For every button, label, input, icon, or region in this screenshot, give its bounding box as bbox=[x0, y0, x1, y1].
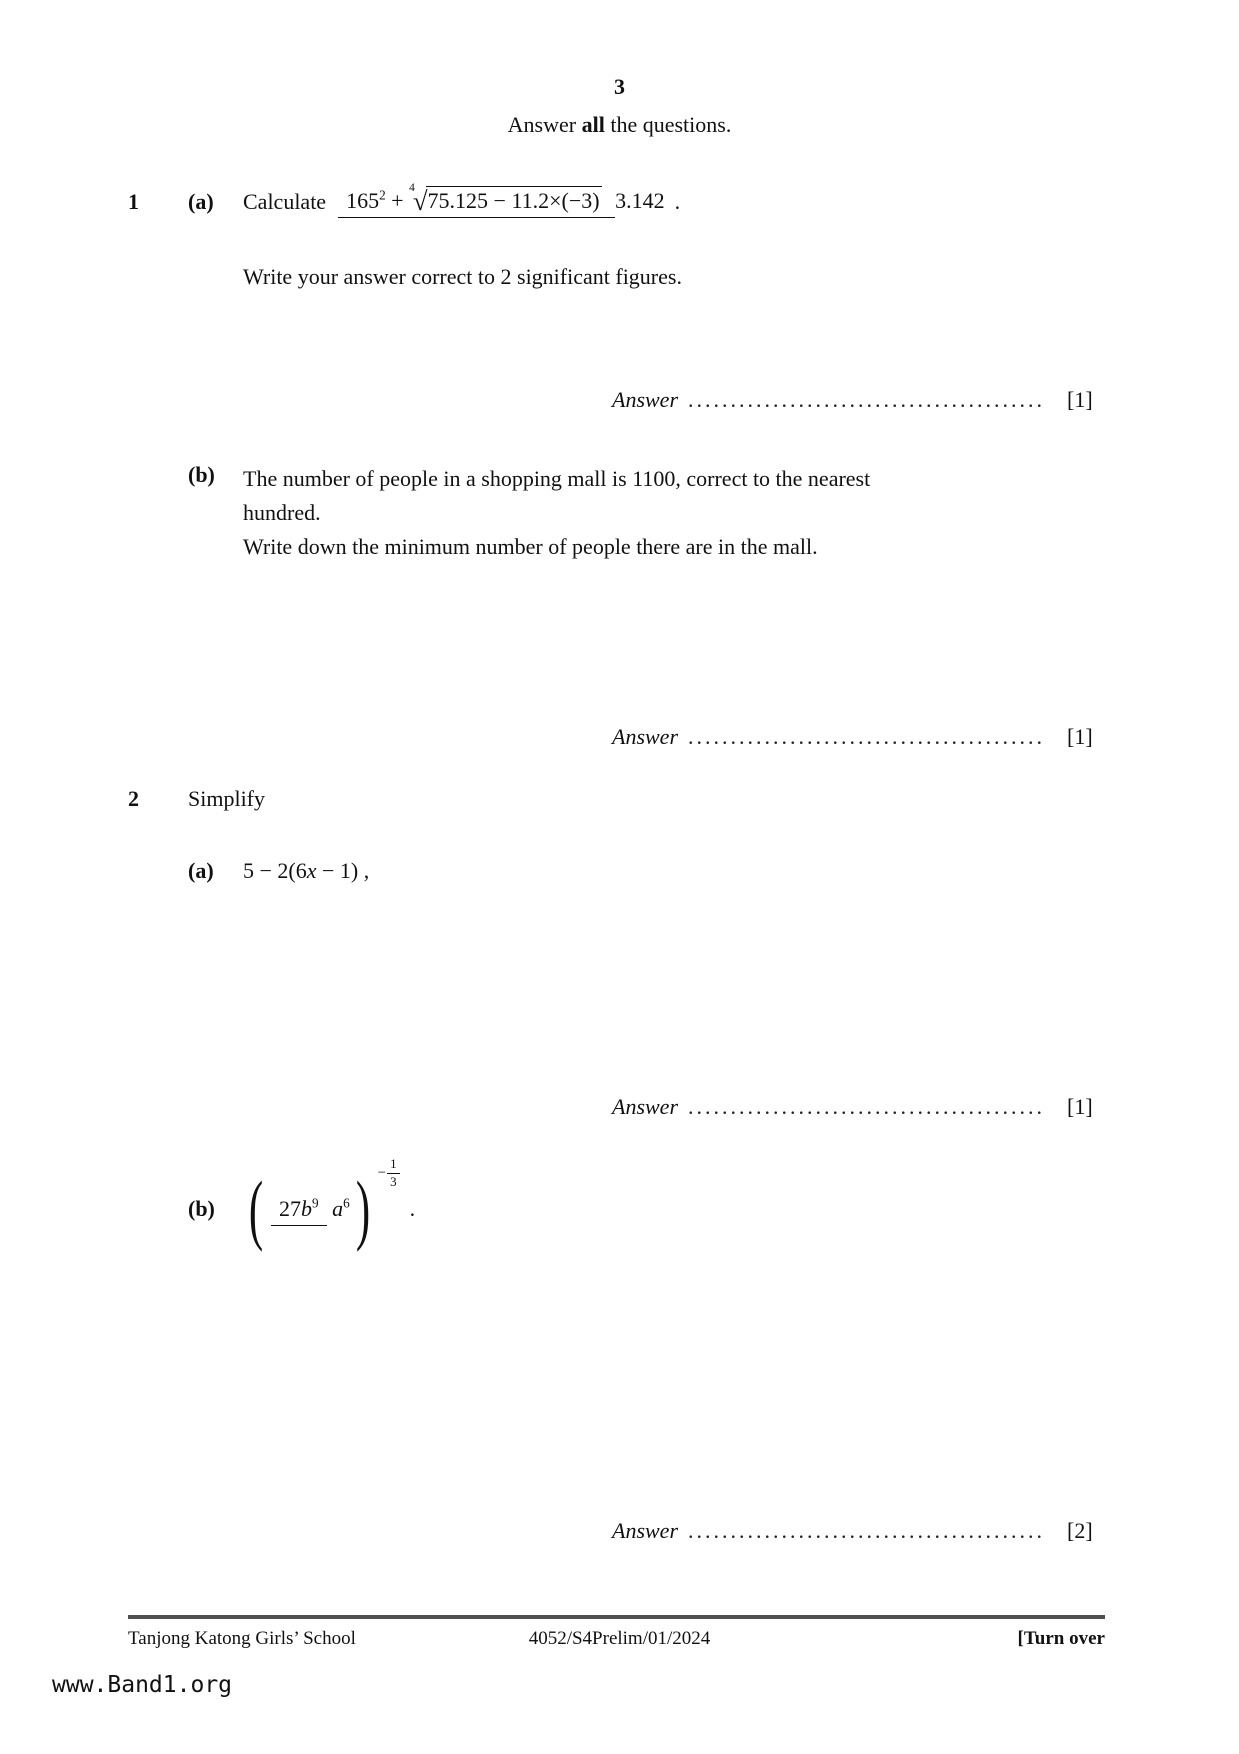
outer-exponent bbox=[378, 1157, 400, 1190]
exponent-9: 9 bbox=[311, 1195, 319, 1211]
fraction-denominator: 3.142 bbox=[615, 188, 665, 213]
question-2-number: 2 bbox=[128, 786, 139, 811]
answer-dotted-line: .......................................... bbox=[688, 387, 1045, 412]
instruction-prefix: Answer bbox=[507, 112, 582, 137]
question-1a-row bbox=[128, 182, 681, 217]
exp-numerator: 1 bbox=[387, 1157, 400, 1174]
answer-line-2a bbox=[612, 1094, 1093, 1120]
calculate-text: Calculate bbox=[243, 188, 327, 214]
part-a-label: (a) bbox=[188, 188, 214, 214]
q1b-line3: Write down the minimum number of people there are in the mall. bbox=[243, 534, 818, 559]
instruction-suffix: the questions. bbox=[604, 112, 732, 137]
radical bbox=[409, 182, 602, 216]
q2a-expression bbox=[243, 858, 369, 884]
question-2b-row bbox=[188, 1150, 415, 1268]
exponent-2: 2 bbox=[379, 187, 386, 203]
q1b-text bbox=[243, 462, 973, 564]
answer-line-1b bbox=[612, 724, 1093, 750]
part-a-label: (a) bbox=[188, 858, 214, 883]
answer-dotted-line: .......................................... bbox=[688, 724, 1045, 749]
variable-b: b bbox=[300, 1196, 312, 1221]
fraction-numerator bbox=[338, 182, 615, 218]
expr-post: − 1) , bbox=[316, 858, 370, 883]
mark-badge: [1] bbox=[1067, 724, 1093, 749]
question-1-number: 1 bbox=[128, 188, 139, 214]
watermark-url: www.Band1.org bbox=[52, 1672, 233, 1698]
mark-badge: [2] bbox=[1067, 1518, 1093, 1543]
q1b-line1: The number of people in a shopping mall is 1100, correct to the nearest bbox=[243, 466, 871, 491]
answer-dotted-line: .......................................... bbox=[688, 1518, 1045, 1543]
plus-sign: + bbox=[391, 188, 404, 213]
q1a-note: Write your answer correct to 2 significant figures. bbox=[243, 264, 682, 289]
exp-fraction bbox=[387, 1157, 400, 1190]
q1b-line2: hundred. bbox=[243, 500, 321, 525]
footer-rule bbox=[128, 1615, 1105, 1619]
exponent-6: 6 bbox=[343, 1195, 350, 1211]
exp-minus: − bbox=[377, 1164, 387, 1181]
q2b-fraction bbox=[271, 1196, 350, 1222]
footer-turn-over: [Turn over bbox=[1017, 1628, 1105, 1649]
open-paren: ( bbox=[248, 1164, 264, 1252]
footer-paper-code: 4052/S4Prelim/01/2024 bbox=[528, 1628, 711, 1649]
mark-badge: [1] bbox=[1067, 1094, 1093, 1119]
root-sign-icon: √ bbox=[412, 186, 428, 216]
radicand: 75.125 − 11.2×(−3) bbox=[427, 188, 600, 213]
answer-label: Answer bbox=[612, 1094, 678, 1119]
mark-badge: [1] bbox=[1067, 387, 1093, 412]
part-b-label: (b) bbox=[188, 462, 215, 487]
expr-pre: 5 − 2(6 bbox=[243, 858, 307, 883]
instruction-bold: all bbox=[581, 112, 605, 137]
question-2a-row bbox=[188, 858, 369, 884]
footer-school: Tanjong Katong Girls’ School bbox=[128, 1628, 356, 1649]
root-index: 4 bbox=[409, 182, 415, 195]
q2b-denominator bbox=[332, 1192, 350, 1221]
page-number: 3 bbox=[614, 74, 625, 99]
period: . bbox=[409, 1196, 416, 1221]
coeff-27: 27 bbox=[278, 1196, 301, 1221]
period: . bbox=[674, 188, 681, 214]
main-fraction bbox=[338, 182, 665, 217]
exp-denominator: 3 bbox=[390, 1173, 397, 1189]
part-b-label: (b) bbox=[188, 1196, 215, 1221]
simplify-text: Simplify bbox=[188, 786, 266, 811]
variable-a: a bbox=[332, 1196, 344, 1221]
answer-label: Answer bbox=[612, 1518, 678, 1543]
answer-label: Answer bbox=[612, 724, 678, 749]
close-paren: ) bbox=[355, 1164, 370, 1252]
q2b-numerator bbox=[271, 1196, 327, 1226]
base-165: 165 bbox=[346, 188, 380, 213]
question-2-row bbox=[128, 786, 265, 812]
instruction-line bbox=[0, 112, 1239, 138]
variable-x: x bbox=[306, 858, 317, 883]
answer-line-2b bbox=[612, 1518, 1093, 1544]
answer-label: Answer bbox=[612, 387, 678, 412]
answer-dotted-line: .......................................... bbox=[688, 1094, 1045, 1119]
answer-line-1a bbox=[612, 387, 1093, 413]
